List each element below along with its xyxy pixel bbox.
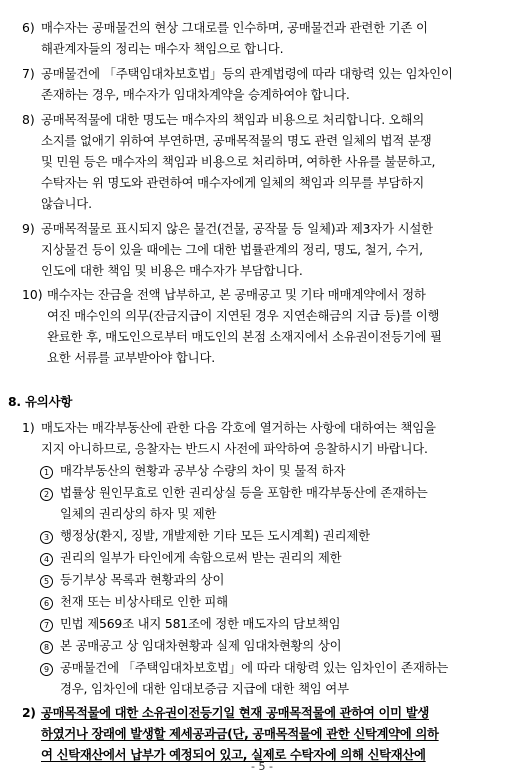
item-number: 9)	[22, 221, 35, 236]
item-number: 1)	[22, 420, 35, 435]
item-number: 2)	[22, 705, 36, 720]
emphasized-item-line: 하였거나 장래에 발생할 제세공과금(단, 공매목적물에 관한 신탁계약에 의하	[41, 726, 439, 741]
sub-item-line: 본 공매공고 상 임대차현황과 실제 임대차현황의 상이	[60, 638, 342, 653]
item-number: 7)	[22, 66, 35, 81]
item-number: 6)	[22, 20, 35, 35]
item-line: 수탁자는 위 명도와 관련하여 매수자에게 일체의 책임과 의무를 부담하지	[41, 175, 424, 190]
item-line: 요한 서류를 교부받아야 합니다.	[47, 350, 215, 365]
item-line: 공매목적물로 표시되지 않은 물건(건물, 공작물 등 일체)과 제3자가 시설한	[41, 221, 433, 236]
item-line: 해관계자들의 정리는 매수자 책임으로 합니다.	[41, 41, 284, 56]
circled-number: 8	[40, 641, 53, 654]
circled-number: 6	[40, 597, 53, 610]
emphasized-item-line: 공매목적물에 대한 소유권이전등기일 현재 공매목적물에 관하여 이미 발생	[41, 705, 429, 720]
item-line: 매수자는 공매물건의 현상 그대로를 인수하며, 공매물건과 관련한 기존 이	[41, 20, 428, 35]
sub-item-line: 일체의 권리상의 하자 및 제한	[60, 506, 217, 521]
item-line: 여진 매수인의 의무(잔금지급이 지연된 경우 지연손해금의 지급 등)를 이행	[47, 308, 440, 323]
item-line: 지상물건 등이 있을 때에는 그에 대한 법률관계의 정리, 명도, 철거, 수거,	[41, 242, 423, 257]
item-line: 및 민원 등은 매수자의 책임과 비용으로 처리하며, 여하한 사유를 불문하고,	[41, 154, 436, 169]
circled-number: 3	[40, 531, 53, 544]
circled-number: 5	[40, 575, 53, 588]
section-heading: 8. 유의사항	[8, 394, 73, 409]
emphasized-item-line: 여 신탁재산에서 납부가 예정되어 있고, 실제로 수탁자에 의해 신탁재산에	[41, 747, 426, 762]
page-number: - 5 -	[251, 760, 273, 773]
item-number: 10)	[22, 287, 43, 302]
sub-item-line: 공매물건에 「주택임대차보호법」에 따라 대항력 있는 임차인이 존재하는	[60, 660, 449, 675]
item-line: 공매물건에 「주택임대차보호법」등의 관계법령에 따라 대항력 있는 임차인이	[41, 66, 453, 81]
item-line: 공매목적물에 대한 명도는 매수자의 책임과 비용으로 처리합니다. 오해의	[41, 112, 424, 127]
circled-number: 7	[40, 619, 53, 632]
sub-item-line: 행정상(환지, 징발, 개발제한 기타 모든 도시계획) 권리제한	[60, 528, 370, 543]
item-line: 인도에 대한 책임 및 비용은 매수자가 부담합니다.	[41, 263, 303, 278]
sub-item-line: 권리의 일부가 타인에게 속함으로써 받는 권리의 제한	[60, 550, 342, 565]
circled-number: 1	[40, 466, 53, 479]
sub-item-line: 법률상 원인무효로 인한 권리상실 등을 포함한 매각부동산에 존재하는	[60, 485, 428, 500]
sub-item-line: 천재 또는 비상사태로 인한 피해	[60, 594, 228, 609]
sub-item-line: 경우, 임차인에 대한 임대보증금 지급에 대한 책임 여부	[60, 681, 349, 696]
item-line: 존재하는 경우, 매수자가 임대차계약을 승계하여야 합니다.	[41, 87, 350, 102]
item-line: 완료한 후, 매도인으로부터 매도인의 본점 소재지에서 소유권이전등기에 필	[47, 329, 442, 344]
item-line: 않습니다.	[41, 196, 92, 211]
item-number: 8)	[22, 112, 35, 127]
sub-item-line: 매각부동산의 현황과 공부상 수량의 차이 및 물적 하자	[60, 463, 346, 478]
item-line: 지지 아니하므로, 응찰자는 반드시 사전에 파악하여 응찰하시기 바랍니다.	[41, 441, 428, 456]
item-line: 매도자는 매각부동산에 관한 다음 각호에 열거하는 사항에 대하여는 책임을	[41, 420, 436, 435]
item-line: 매수자는 잔금을 전액 납부하고, 본 공매공고 및 기타 매매계약에서 정하	[47, 287, 426, 302]
sub-item-line: 등기부상 목록과 현황과의 상이	[60, 572, 225, 587]
circled-number: 9	[40, 663, 53, 676]
item-line: 소지를 없애기 위하여 부연하면, 공매목적물의 명도 관련 일체의 법적 분쟁	[41, 133, 432, 148]
sub-item-line: 민법 제569조 내지 581조에 정한 매도자의 담보책임	[60, 616, 341, 631]
circled-number: 2	[40, 488, 53, 501]
circled-number: 4	[40, 553, 53, 566]
